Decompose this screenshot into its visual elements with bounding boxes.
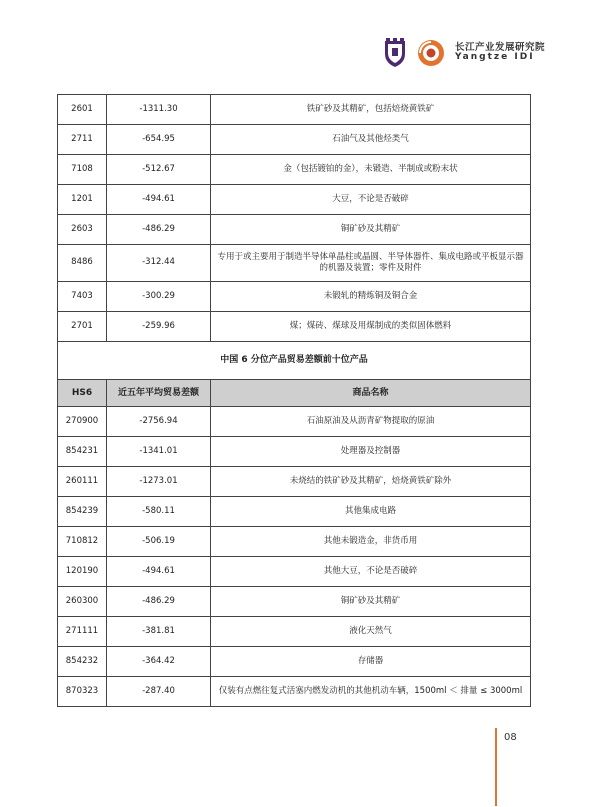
hs-code-cell: 271111 [58, 617, 107, 647]
column-header-name: 商品名称 [211, 380, 531, 407]
product-name-cell: 铜矿砂及其精矿 [211, 215, 531, 245]
hs-code-cell: 7403 [58, 282, 107, 312]
hs-code-cell: 270900 [58, 407, 107, 437]
hs-code-cell: 2711 [58, 125, 107, 155]
trade-balance-cell: -2756.94 [107, 407, 211, 437]
trade-balance-cell: -1273.01 [107, 467, 211, 497]
trade-balance-cell: -506.19 [107, 527, 211, 557]
table-row [58, 282, 531, 312]
table-row [58, 215, 531, 245]
product-name-cell: 专用于或主要用于制造半导体单晶柱或晶圆、半导体器件、集成电路或平板显示器的机器及装置；零件及附件 [211, 245, 531, 282]
org-name-cn: 长江产业发展研究院 [454, 42, 545, 54]
hs-code-cell: 1201 [58, 185, 107, 215]
table-row [58, 647, 531, 677]
product-name-cell: 铁矿砂及其精矿，包括焙烧黄铁矿 [211, 95, 531, 125]
product-name-cell: 其他大豆，不论是否破碎 [211, 557, 531, 587]
product-name-cell: 石油原油及从沥青矿物提取的原油 [211, 407, 531, 437]
table-row [58, 557, 531, 587]
hs-code-cell: 8486 [58, 245, 107, 282]
hs-code-cell: 2701 [58, 312, 107, 342]
product-name-cell: 未锻轧的精炼铜及铜合金 [211, 282, 531, 312]
trade-balance-cell: -580.11 [107, 497, 211, 527]
trade-balance-cell: -486.29 [107, 215, 211, 245]
table-row [58, 467, 531, 497]
trade-balance-cell: -494.61 [107, 557, 211, 587]
table-row [58, 125, 531, 155]
yangtze-idi-logo-icon [417, 39, 445, 67]
trade-balance-cell: -259.96 [107, 312, 211, 342]
table-row [58, 245, 531, 282]
section-title-row [58, 342, 531, 380]
trade-balance-cell: -287.40 [107, 677, 211, 707]
section-title: 中国 6 分位产品贸易差额前十位产品 [58, 342, 531, 380]
table-row [58, 185, 531, 215]
product-name-cell: 处理器及控制器 [211, 437, 531, 467]
hs-code-cell: 854231 [58, 437, 107, 467]
footer-accent-line [495, 728, 497, 806]
hs-code-cell: 854232 [58, 647, 107, 677]
trade-balance-cell: -486.29 [107, 587, 211, 617]
org-name-en: Yangtze IDI [454, 52, 535, 63]
trade-balance-table [57, 94, 531, 707]
table-row [58, 437, 531, 467]
trade-balance-cell: -654.95 [107, 125, 211, 155]
hs-code-cell: 7108 [58, 155, 107, 185]
product-name-cell: 石油气及其他烃类气 [211, 125, 531, 155]
hs-code-cell: 870323 [58, 677, 107, 707]
table-row [58, 407, 531, 437]
product-name-cell: 煤；煤砖、煤球及用煤制成的类似固体燃料 [211, 312, 531, 342]
product-name-cell: 大豆，不论是否破碎 [211, 185, 531, 215]
hs-code-cell: 2603 [58, 215, 107, 245]
header [383, 38, 545, 68]
table-row [58, 587, 531, 617]
trade-balance-cell: -312.44 [107, 245, 211, 282]
trade-balance-cell: -1341.01 [107, 437, 211, 467]
page-number: 08 [504, 732, 517, 743]
product-name-cell: 液化天然气 [211, 617, 531, 647]
table-row [58, 677, 531, 707]
hs-code-cell: 854239 [58, 497, 107, 527]
table-header-row [58, 380, 531, 407]
table-row [58, 95, 531, 125]
table-row [58, 527, 531, 557]
trade-balance-cell: -1311.30 [107, 95, 211, 125]
trade-balance-cell: -381.81 [107, 617, 211, 647]
hs-code-cell: 2601 [58, 95, 107, 125]
university-crest-icon [383, 38, 407, 68]
product-name-cell: 存储器 [211, 647, 531, 677]
table-row [58, 617, 531, 647]
trade-balance-cell: -364.42 [107, 647, 211, 677]
hs-code-cell: 260300 [58, 587, 107, 617]
table-row [58, 155, 531, 185]
table-row [58, 312, 531, 342]
product-name-cell: 金（包括镀铂的金），未锻造、半制成或粉末状 [211, 155, 531, 185]
hs-code-cell: 120190 [58, 557, 107, 587]
org-wordmark [455, 43, 545, 62]
hs-code-cell: 260111 [58, 467, 107, 497]
product-name-cell: 铜矿砂及其精矿 [211, 587, 531, 617]
trade-balance-cell: -300.29 [107, 282, 211, 312]
trade-balance-cell: -494.61 [107, 185, 211, 215]
column-header-value: 近五年平均贸易差额 [107, 380, 211, 407]
table-row [58, 497, 531, 527]
product-name-cell: 其他未锻造金，非货币用 [211, 527, 531, 557]
hs-code-cell: 710812 [58, 527, 107, 557]
trade-balance-cell: -512.67 [107, 155, 211, 185]
product-name-cell: 仅装有点燃往复式活塞内燃发动机的其他机动车辆，1500ml ＜ 排量 ≤ 3000ml [211, 677, 531, 707]
product-name-cell: 其他集成电路 [211, 497, 531, 527]
column-header-code: HS6 [58, 380, 107, 407]
product-name-cell: 未烧结的铁矿砂及其精矿，焙烧黄铁矿除外 [211, 467, 531, 497]
